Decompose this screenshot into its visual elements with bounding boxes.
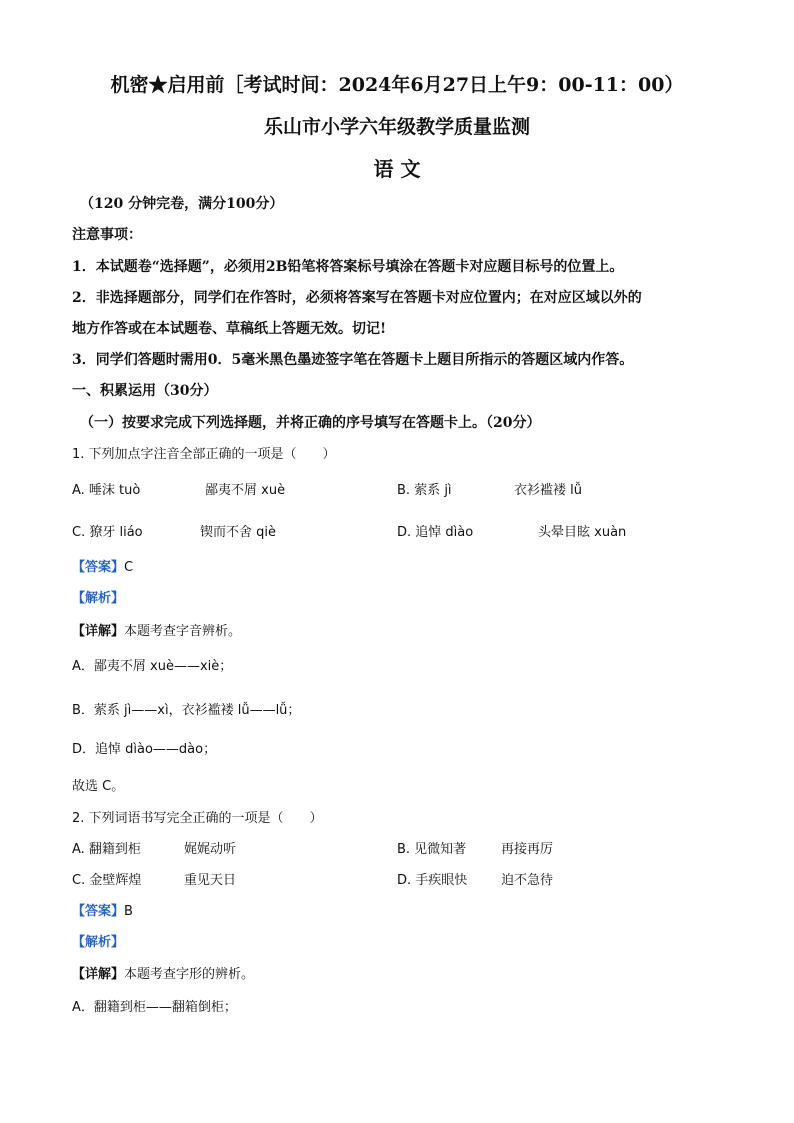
exam-title: 乐山市小学六年级教学质量监测 xyxy=(263,116,530,138)
section-title: 一、积累运用（30分） xyxy=(72,383,218,399)
q2-analysis-tag: 【解析】 xyxy=(72,935,125,950)
q2-option-a-word2: 娓娓动听 xyxy=(184,842,237,857)
q1-analysis-line-a: A．鄙夷不屑 xuè——xiè； xyxy=(72,659,233,674)
q2-answer-tag: 【答案】 xyxy=(72,904,125,919)
q1-detail-tag: 【详解】 xyxy=(72,624,125,639)
q2-detail-row xyxy=(72,963,254,982)
q2-stem: 2. 下列词语书写完全正确的一项是（ ） xyxy=(72,811,323,826)
q2-answer-row xyxy=(72,900,133,919)
subject-title: 语 文 xyxy=(373,157,421,181)
q1-option-b: B. 萦系 jì xyxy=(397,483,452,498)
q1-conclusion: 故选 C。 xyxy=(72,779,125,794)
q2-answer-value: B xyxy=(124,904,133,919)
q1-option-c: C. 獠牙 liáo xyxy=(72,525,143,540)
q1-answer-row xyxy=(72,556,133,575)
q1-option-d-word2: 头晕目眩 xuàn xyxy=(538,525,627,540)
q1-option-a: A. 唾沫 tuò xyxy=(72,483,141,498)
q2-option-c-word2: 重见天日 xyxy=(184,873,237,888)
duration-score: （120 分钟完卷，满分100分） xyxy=(80,196,284,212)
q2-detail-text: 本题考查字形的辨析。 xyxy=(124,967,255,982)
exam-time-line: 机密★启用前［考试时间：2024年6月27日上午9：00-11：00） xyxy=(110,74,684,96)
q2-analysis-line-a: A．翻籍到柜——翻箱倒柜； xyxy=(72,1000,237,1015)
notice-2-cont: 地方作答或在本试题卷、草稿纸上答题无效。切记! xyxy=(72,321,387,337)
q1-option-a-word2: 鄙夷不屑 xuè xyxy=(205,483,286,498)
notice-title: 注意事项： xyxy=(72,227,142,243)
q1-answer-tag: 【答案】 xyxy=(72,560,125,575)
q1-option-b-word2: 衣衫褴褛 lǚ xyxy=(514,483,582,498)
notice-3: 3．同学们答题时需用0．5毫米黑色墨迹签字笔在答题卡上题目所指示的答题区域内作答。 xyxy=(72,352,634,368)
notice-1: 1．本试题卷“选择题”，必须用2B铅笔将答案标号填涂在答题卡对应题目标号的位置上。 xyxy=(72,259,624,275)
q1-option-c-word2: 锲而不舍 qiè xyxy=(200,525,276,540)
q2-option-b-word2: 再接再厉 xyxy=(501,842,554,857)
q1-answer-value: C xyxy=(124,560,134,575)
q1-analysis-line-d: D．追悼 dìào——dào； xyxy=(72,742,217,757)
section-subtitle: （一）按要求完成下列选择题，并将正确的序号填写在答题卡上。（20分） xyxy=(80,415,541,431)
q1-analysis-tag: 【解析】 xyxy=(72,591,125,606)
q1-detail-row xyxy=(72,620,241,639)
q1-detail-text: 本题考查字音辨析。 xyxy=(124,624,242,639)
q1-option-d: D. 追悼 dìào xyxy=(397,525,474,540)
q2-option-c: C. 金壁辉煌 xyxy=(72,873,142,888)
q2-option-d: D. 手疾眼快 xyxy=(397,873,468,888)
q1-stem: 1. 下列加点字注音全部正确的一项是（ ） xyxy=(72,447,336,462)
q1-analysis-line-b: B．萦系 jì——xì，衣衫褴褛 lǚ——lǚ； xyxy=(72,703,301,718)
notice-2: 2．非选择题部分，同学们在作答时，必须将答案写在答题卡对应位置内；在对应区域以外的 xyxy=(72,290,642,306)
q2-option-d-word2: 迫不急待 xyxy=(501,873,554,888)
q2-detail-tag: 【详解】 xyxy=(72,967,125,982)
q2-option-a: A. 翻籍到柜 xyxy=(72,842,141,857)
q2-option-b: B. 见微知著 xyxy=(397,842,467,857)
